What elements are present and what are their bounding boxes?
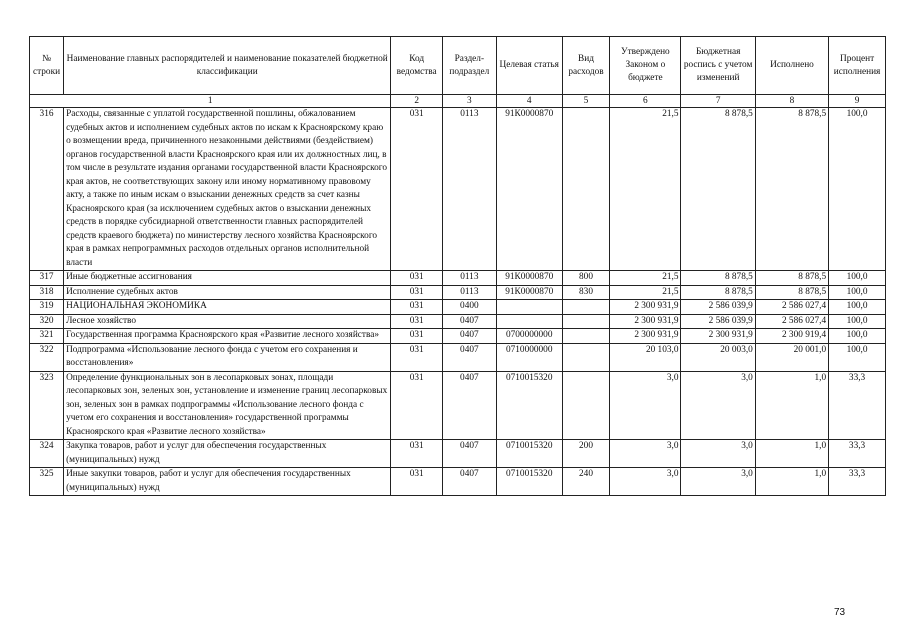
row-name: Лесное хозяйство [64,314,391,329]
row-budget-schedule: 8 878,5 [681,285,755,300]
row-percent: 100,0 [829,108,886,271]
row-percent: 33,3 [829,468,886,496]
row-percent: 100,0 [829,329,886,344]
row-dept-code: 031 [391,285,443,300]
row-approved: 2 300 931,9 [610,300,681,315]
row-percent: 100,0 [829,285,886,300]
row-executed: 1,0 [755,440,828,468]
row-executed: 1,0 [755,371,828,440]
row-dept-code: 031 [391,329,443,344]
row-name: НАЦИОНАЛЬНАЯ ЭКОНОМИКА [64,300,391,315]
header-percent: Процент исполнения [829,37,886,95]
row-budget-schedule: 8 878,5 [681,108,755,271]
row-section: 0407 [443,440,497,468]
row-number: 323 [30,371,64,440]
row-expense-type [562,314,609,329]
row-number: 325 [30,468,64,496]
row-dept-code: 031 [391,271,443,286]
row-percent: 33,3 [829,440,886,468]
row-number: 319 [30,300,64,315]
row-expense-type: 200 [562,440,609,468]
header-dept-code: Код ведомства [391,37,443,95]
row-dept-code: 031 [391,440,443,468]
row-budget-schedule: 2 300 931,9 [681,329,755,344]
header-executed: Исполнено [755,37,828,95]
column-number: 5 [562,95,609,108]
row-budget-schedule: 2 586 039,9 [681,300,755,315]
row-expense-type [562,329,609,344]
row-target-article: 0710015320 [496,440,562,468]
row-section: 0407 [443,371,497,440]
row-dept-code: 031 [391,300,443,315]
header-expense-type: Вид расходов [562,37,609,95]
row-executed: 2 586 027,4 [755,314,828,329]
row-target-article: 91К0000870 [496,108,562,271]
row-section: 0407 [443,314,497,329]
row-name: Иные закупки товаров, работ и услуг для обеспечения государственных (муниципальных) нужд [64,468,391,496]
header-section: Раздел-подраздел [443,37,497,95]
row-approved: 2 300 931,9 [610,314,681,329]
row-expense-type: 830 [562,285,609,300]
header-target-article: Целевая статья [496,37,562,95]
row-executed: 8 878,5 [755,108,828,271]
row-section: 0400 [443,300,497,315]
row-approved: 21,5 [610,271,681,286]
row-section: 0407 [443,468,497,496]
row-expense-type: 800 [562,271,609,286]
column-number: 1 [30,95,391,108]
column-number: 6 [610,95,681,108]
row-name: Определение функциональных зон в лесопарковых зонах, площади лесопарковых зон, зеленых зон, установление и изменение границ лесопарковых зон, зеленых зон в рамках подпрограммы «Использование лесного фонда с учетом его сохранения и восстановления» государственной программы Красноярского края «Развитие лесного хозяйства» [64,371,391,440]
row-percent: 33,3 [829,371,886,440]
row-section: 0113 [443,285,497,300]
row-budget-schedule: 2 586 039,9 [681,314,755,329]
row-target-article: 0710015320 [496,468,562,496]
row-name: Подпрограмма «Использование лесного фонда с учетом его сохранения и восстановления» [64,343,391,371]
row-approved: 20 103,0 [610,343,681,371]
row-number: 321 [30,329,64,344]
row-budget-schedule: 8 878,5 [681,271,755,286]
row-target-article: 0710000000 [496,343,562,371]
row-executed: 2 586 027,4 [755,300,828,315]
row-budget-schedule: 3,0 [681,371,755,440]
row-section: 0407 [443,343,497,371]
column-number: 8 [755,95,828,108]
column-numbers-row [30,95,886,108]
row-section: 0113 [443,108,497,271]
row-expense-type [562,343,609,371]
row-percent: 100,0 [829,300,886,315]
row-dept-code: 031 [391,108,443,271]
row-expense-type [562,300,609,315]
row-target-article: 0710015320 [496,371,562,440]
row-number: 316 [30,108,64,271]
column-number: 7 [681,95,755,108]
column-number: 4 [496,95,562,108]
row-dept-code: 031 [391,343,443,371]
row-number: 320 [30,314,64,329]
row-name: Расходы, связанные с уплатой государственной пошлины, обжалованием судебных актов и исполнением судебных актов по искам к Красноярскому краю о возмещении вреда, причиненного незаконными действиями (бездействием) органов государственной власти Красноярского края или их должностных лиц, в том числе в результате издания органами государственной власти Красноярского края актов, не соответствующих закону или иному нормативному правовому акту, а также по иным искам о взыскании денежных средств за счет казны Красноярского края (за исключением судебных актов о взыскании денежных средств в порядке субсидиарной ответственности главных распорядителей средств краевого бюджета) по министерству лесного хозяйства Красноярского края в рамках непрограммных расходов отдельных органов исполнительной власти [64,108,391,271]
row-executed: 8 878,5 [755,271,828,286]
row-approved: 3,0 [610,440,681,468]
table-row [30,314,886,329]
row-executed: 8 878,5 [755,285,828,300]
table-header-row [30,37,886,95]
header-approved: Утверждено Законом о бюджете [610,37,681,95]
row-target-article: 91К0000870 [496,271,562,286]
column-number: 9 [829,95,886,108]
row-dept-code: 031 [391,468,443,496]
row-section: 0407 [443,329,497,344]
column-number: 2 [391,95,443,108]
row-budget-schedule: 3,0 [681,468,755,496]
row-name: Исполнение судебных актов [64,285,391,300]
row-approved: 3,0 [610,371,681,440]
row-expense-type: 240 [562,468,609,496]
table-row [30,343,886,371]
row-name: Государственная программа Красноярского края «Развитие лесного хозяйства» [64,329,391,344]
header-budget-schedule: Бюджетная роспись с учетом изменений [681,37,755,95]
table-row [30,271,886,286]
table-row [30,371,886,440]
column-number: 3 [443,95,497,108]
table-row [30,468,886,496]
row-name: Иные бюджетные ассигнования [64,271,391,286]
table-row [30,440,886,468]
row-target-article [496,314,562,329]
table-row [30,285,886,300]
page-number: 73 [834,607,846,618]
row-percent: 100,0 [829,343,886,371]
row-approved: 21,5 [610,108,681,271]
row-executed: 20 001,0 [755,343,828,371]
budget-execution-table [29,36,886,496]
row-dept-code: 031 [391,314,443,329]
row-number: 324 [30,440,64,468]
row-target-article [496,300,562,315]
row-percent: 100,0 [829,314,886,329]
table-row [30,329,886,344]
row-target-article: 0700000000 [496,329,562,344]
row-approved: 3,0 [610,468,681,496]
header-name: Наименование главных распорядителей и наименование показателей бюджетной классификации [64,37,391,95]
row-approved: 2 300 931,9 [610,329,681,344]
row-dept-code: 031 [391,371,443,440]
row-percent: 100,0 [829,271,886,286]
table-row [30,108,886,271]
row-executed: 1,0 [755,468,828,496]
row-number: 322 [30,343,64,371]
table-row [30,300,886,315]
row-budget-schedule: 20 003,0 [681,343,755,371]
row-expense-type [562,371,609,440]
header-row-number: № строки [30,37,64,95]
row-budget-schedule: 3,0 [681,440,755,468]
row-executed: 2 300 919,4 [755,329,828,344]
row-approved: 21,5 [610,285,681,300]
row-target-article: 91К0000870 [496,285,562,300]
row-name: Закупка товаров, работ и услуг для обеспечения государственных (муниципальных) нужд [64,440,391,468]
row-number: 318 [30,285,64,300]
row-section: 0113 [443,271,497,286]
row-expense-type [562,108,609,271]
row-number: 317 [30,271,64,286]
